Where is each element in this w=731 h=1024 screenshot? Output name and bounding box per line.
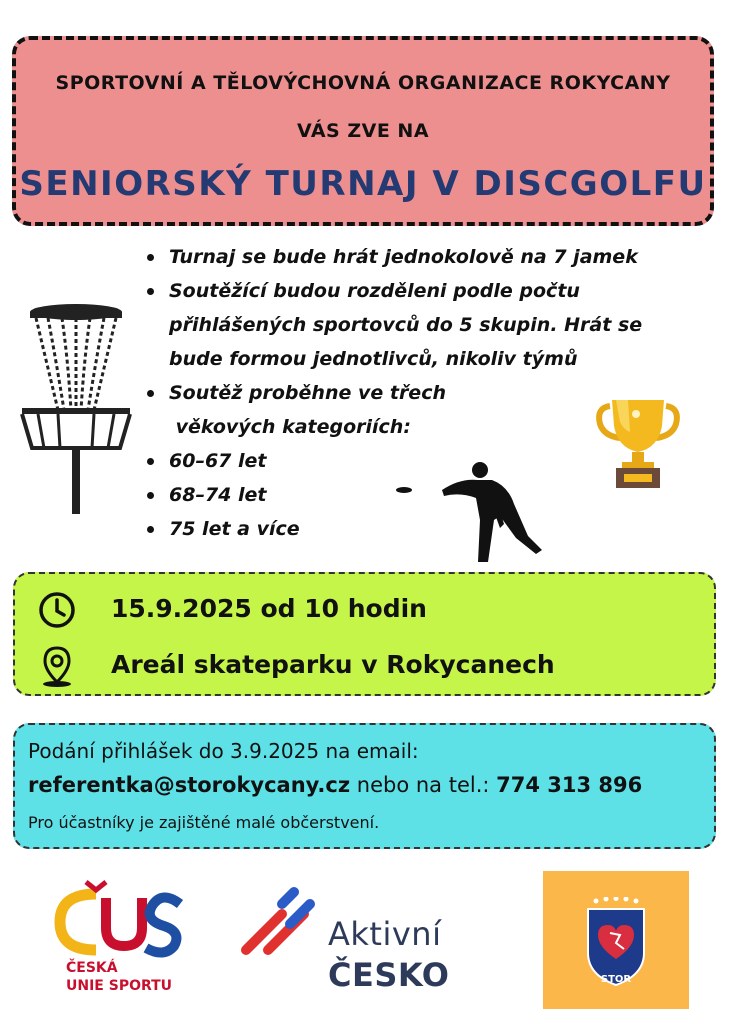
event-date: 15.9.2025 od 10 hodin <box>111 594 427 623</box>
info-item-groups: Soutěžící budou rozděleni podle počtu <box>145 274 685 308</box>
registration-deadline: Podání přihlášek do 3.9.2025 na email: <box>28 739 419 763</box>
info-item-groups-cont1: přihlášených sportovců do 5 skupin. Hrát se <box>169 314 643 336</box>
event-location: Areál skateparku v Rokycanech <box>111 650 555 679</box>
trophy-icon <box>596 396 680 490</box>
contact-email-link[interactable]: referentka@storokycany.cz <box>28 773 351 797</box>
disc-golf-player-icon <box>396 458 546 564</box>
aktivni-cesko-stripes-icon <box>238 884 324 958</box>
invitation-text: VÁS ZVE NA <box>296 120 430 142</box>
info-item-age-2: 68–74 let <box>145 478 685 512</box>
cus-logo-text-line1: ČESKÁ <box>66 960 118 976</box>
location-pin-icon <box>37 644 77 688</box>
registration-info-box <box>13 723 716 849</box>
info-item-categories: Soutěž proběhne ve třech <box>145 376 685 410</box>
info-item-age-3: 75 let a více <box>145 512 685 546</box>
disc-golf-basket-icon <box>18 300 134 520</box>
event-info-box <box>13 572 716 696</box>
header-banner <box>12 36 714 226</box>
aktivni-cesko-logo-line1: Aktivní <box>328 915 442 953</box>
organization-name: SPORTOVNÍ A TĚLOVÝCHOVNÁ ORGANIZACE ROKYCANY <box>55 72 671 94</box>
contact-line <box>28 773 642 797</box>
stor-logo-text: STOR <box>600 974 632 985</box>
info-item-holes: Turnaj se bude hrát jednokolově na 7 jamek <box>145 240 685 274</box>
clock-icon <box>37 590 77 630</box>
info-item-groups-cont2: bude formou jednotlivců, nikoliv týmů <box>169 348 578 370</box>
stor-logo <box>543 871 689 1009</box>
refreshment-note: Pro účastníky je zajištěné malé občerstvení. <box>28 813 380 832</box>
info-item-age-1: 60–67 let <box>145 444 685 478</box>
contact-phone[interactable]: 774 313 896 <box>496 773 643 797</box>
ceska-unie-sportu-logo <box>52 876 192 960</box>
contact-connector: nebo na tel.: <box>350 773 497 797</box>
aktivni-cesko-logo-line2: ČESKO <box>328 956 450 994</box>
info-item-categories-cont: věkových kategoriích: <box>169 416 411 438</box>
cus-logo-text-line2: UNIE SPORTU <box>66 978 173 994</box>
event-title: SENIORSKÝ TURNAJ V DISCGOLFU <box>19 164 707 204</box>
